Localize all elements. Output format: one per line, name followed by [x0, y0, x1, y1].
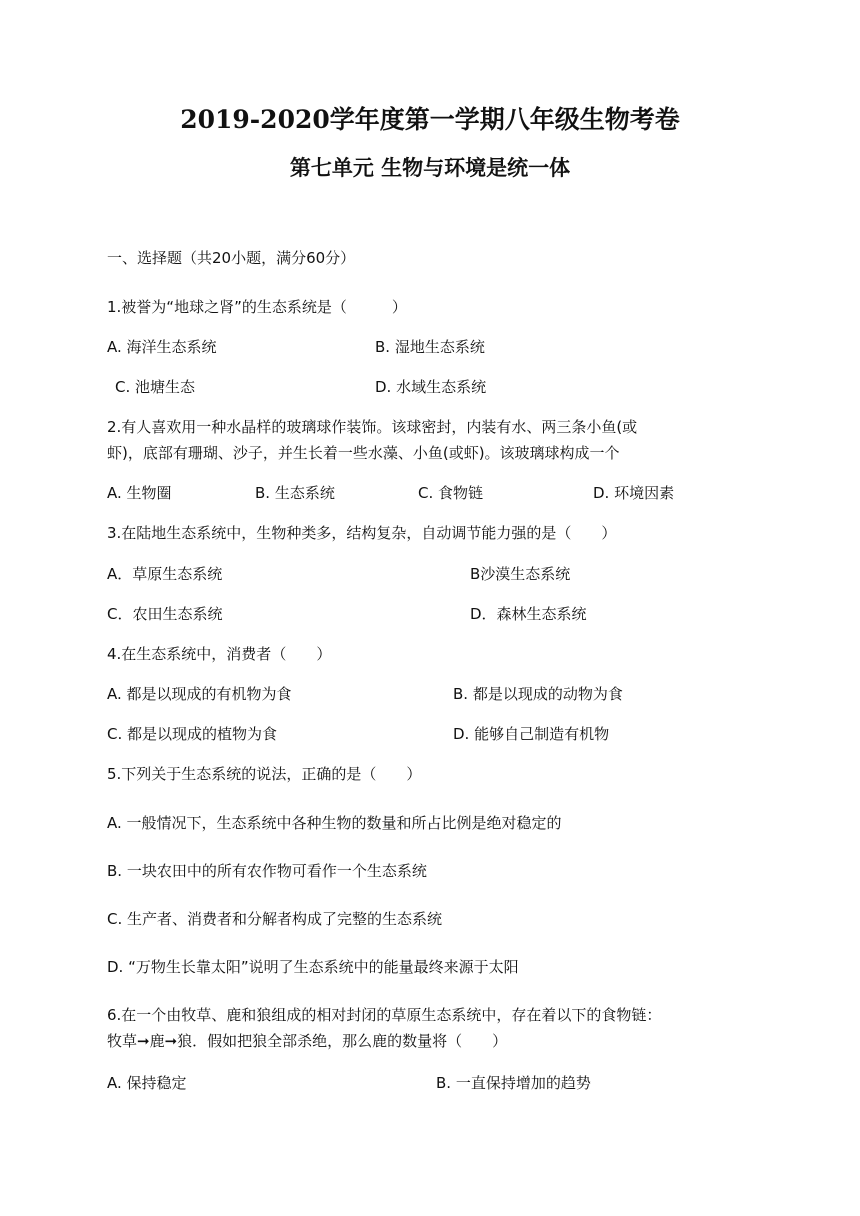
question-4-option-d: D. 能够自己制造有机物	[453, 725, 610, 743]
question-2-option-c: C. 食物链	[418, 484, 484, 502]
question-4-option-a: A. 都是以现成的有机物为食	[107, 685, 292, 703]
question-6-option-b: B. 一直保持增加的趋势	[436, 1074, 591, 1092]
question-3-stem: 3.在陆地生态系统中，生物种类多，结构复杂，自动调节能力强的是（ ）	[107, 524, 617, 542]
section-heading: 一、选择题（共20小题，满分60分）	[107, 249, 356, 267]
question-2-stem-line-2: 虾)，底部有珊瑚、沙子，并生长着一些水藻、小鱼(或虾)。该玻璃球构成一个	[107, 444, 620, 462]
question-3-option-c: C．农田生态系统	[107, 605, 223, 623]
question-6-option-a: A. 保持稳定	[107, 1074, 187, 1092]
question-3-option-a: A．草原生态系统	[107, 565, 223, 583]
unit-subtitle: 第七单元 生物与环境是统一体	[289, 155, 571, 180]
question-1-stem: 1.被誉为“地球之肾”的生态系统是（ ）	[107, 298, 407, 316]
question-5-option-d: D. “万物生长靠太阳”说明了生态系统中的能量最终来源于太阳	[107, 958, 519, 976]
question-2-option-d: D. 环境因素	[593, 484, 675, 502]
question-2-stem-line-1: 2.有人喜欢用一种水晶样的玻璃球作装饰。该球密封，内装有水、两三条小鱼(或	[107, 418, 638, 436]
question-3-option-b: B沙漠生态系统	[470, 565, 571, 583]
question-4-stem: 4.在生态系统中，消费者（ ）	[107, 645, 332, 663]
question-6-stem-line-1: 6.在一个由牧草、鹿和狼组成的相对封闭的草原生态系统中，存在着以下的食物链：	[107, 1006, 662, 1024]
question-3-option-d: D．森林生态系统	[470, 605, 587, 623]
exam-title: 2019-2020学年度第一学期八年级生物考卷	[180, 105, 680, 134]
question-1-option-a: A. 海洋生态系统	[107, 338, 217, 356]
question-5-option-a: A. 一般情况下，生态系统中各种生物的数量和所占比例是绝对稳定的	[107, 814, 562, 832]
question-1-option-d: D. 水域生态系统	[375, 378, 487, 396]
question-4-option-b: B. 都是以现成的动物为食	[453, 685, 623, 703]
question-5-option-b: B. 一块农田中的所有农作物可看作一个生态系统	[107, 862, 427, 880]
question-2-option-b: B. 生态系统	[255, 484, 335, 502]
question-1-option-b: B. 湿地生态系统	[375, 338, 485, 356]
question-1-option-c: C. 池塘生态	[115, 378, 196, 396]
question-6-stem-line-2: 牧草➞鹿➞狼．假如把狼全部杀绝，那么鹿的数量将（ ）	[107, 1032, 508, 1050]
question-5-stem: 5.下列关于生态系统的说法，正确的是（ ）	[107, 765, 422, 783]
question-5-option-c: C. 生产者、消费者和分解者构成了完整的生态系统	[107, 910, 443, 928]
question-4-option-c: C. 都是以现成的植物为食	[107, 725, 278, 743]
question-2-option-a: A. 生物圈	[107, 484, 172, 502]
